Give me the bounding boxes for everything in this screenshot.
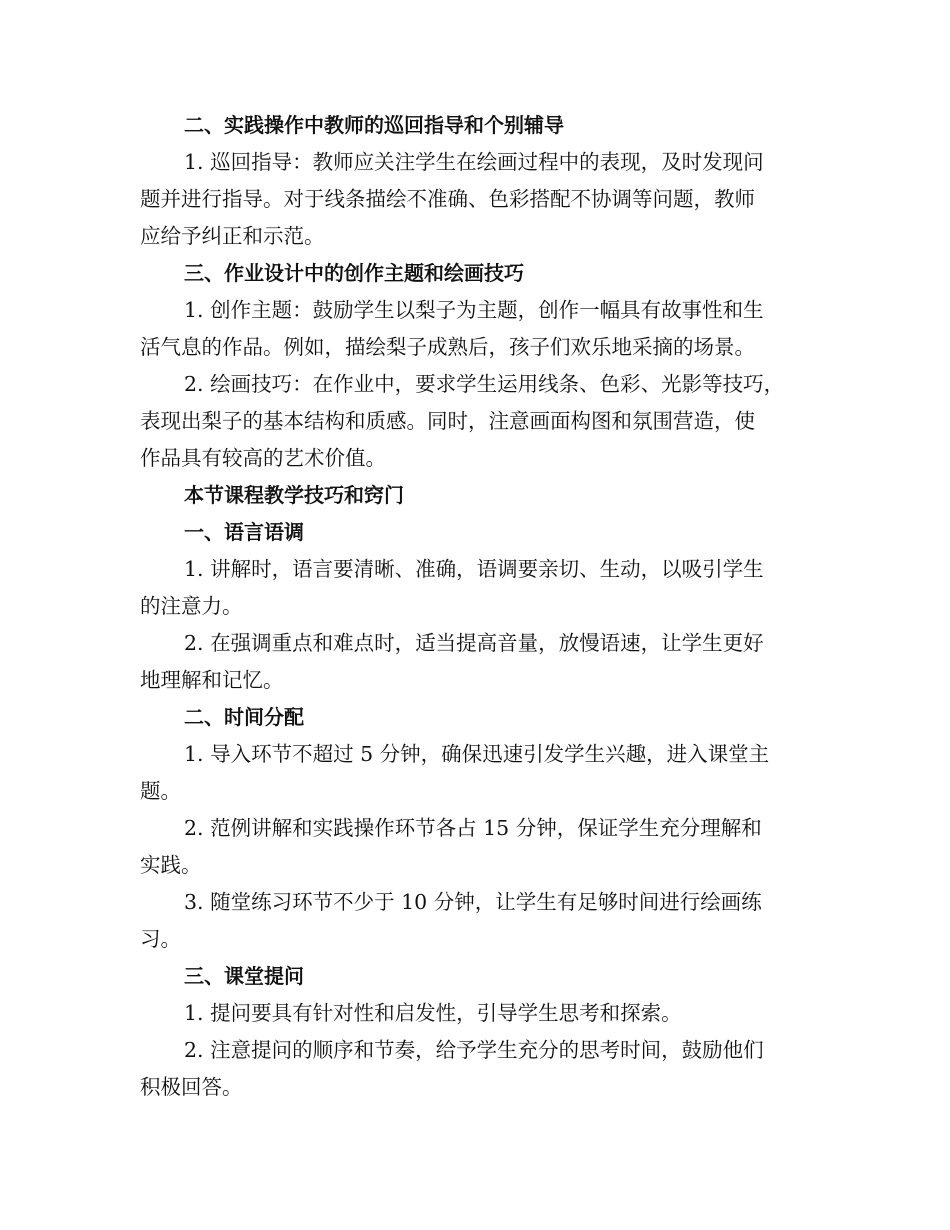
paragraph-line: 2. 注意提问的顺序和节奏，给予学生充分的思考时间，鼓励他们	[184, 1038, 764, 1062]
paragraph-line: 2. 绘画技巧：在作业中，要求学生运用线条、色彩、光影等技巧，	[184, 372, 785, 396]
paragraph-line: 1. 导入环节不超过 5 分钟，确保迅速引发学生兴趣，进入课堂主	[184, 742, 770, 766]
section-heading-time-allocation: 二、时间分配	[184, 705, 304, 729]
paragraph-line: 实践。	[140, 853, 202, 877]
section-heading-classroom-questions: 三、课堂提问	[184, 964, 304, 988]
section-heading-language-tone: 一、语言语调	[184, 520, 304, 544]
paragraph-line: 2. 在强调重点和难点时，适当提高音量，放慢语速，让学生更好	[184, 631, 764, 655]
paragraph-line: 1. 巡回指导：教师应关注学生在绘画过程中的表现，及时发现问	[184, 150, 764, 174]
paragraph-line: 活气息的作品。例如，描绘梨子成熟后，孩子们欢乐地采摘的场景。	[140, 335, 755, 359]
paragraph-line: 积极回答。	[140, 1075, 243, 1099]
paragraph-line: 1. 创作主题：鼓励学生以梨子为主题，创作一幅具有故事性和生	[184, 298, 764, 322]
paragraph-line: 作品具有较高的艺术价值。	[140, 446, 386, 470]
document-page	[140, 107, 810, 1106]
paragraph-line: 题。	[140, 779, 181, 803]
paragraph-line: 地理解和记忆。	[140, 668, 284, 692]
paragraph-line: 表现出梨子的基本结构和质感。同时，注意画面构图和氛围营造，使	[140, 409, 755, 433]
paragraph-line: 2. 范例讲解和实践操作环节各占 15 分钟，保证学生充分理解和	[184, 816, 762, 840]
paragraph-line: 3. 随堂练习环节不少于 10 分钟，让学生有足够时间进行绘画练	[184, 890, 762, 914]
paragraph-line: 1. 提问要具有针对性和启发性，引导学生思考和探索。	[184, 1001, 682, 1025]
paragraph-line: 1. 讲解时，语言要清晰、准确，语调要亲切、生动，以吸引学生	[184, 557, 764, 581]
section-heading-homework-design: 三、作业设计中的创作主题和绘画技巧	[184, 261, 524, 285]
paragraph-line: 题并进行指导。对于线条描绘不准确、色彩搭配不协调等问题，教师	[140, 187, 755, 211]
paragraph-line: 习。	[140, 927, 181, 951]
paragraph-line: 应给予纠正和示范。	[140, 224, 325, 248]
paragraph-line: 的注意力。	[140, 594, 243, 618]
section-heading-teaching-tips: 本节课程教学技巧和窍门	[184, 483, 404, 507]
section-heading-patrol-guidance: 二、实践操作中教师的巡回指导和个别辅导	[184, 113, 564, 137]
